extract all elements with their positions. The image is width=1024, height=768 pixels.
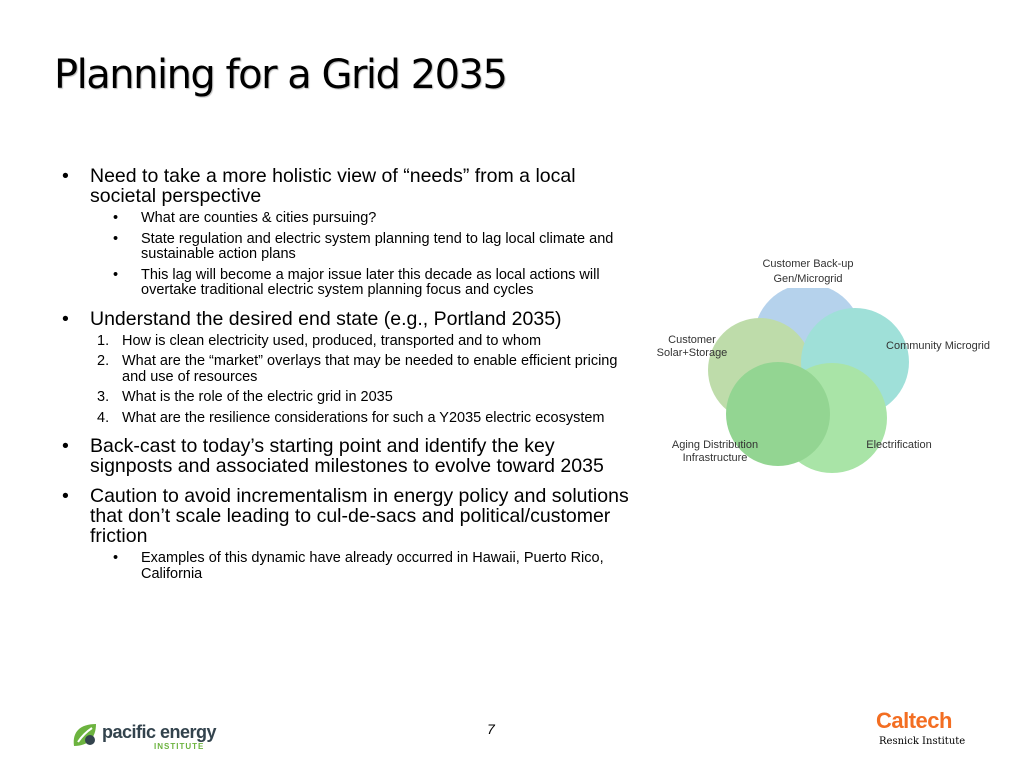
overlapping-circles-diagram [650, 250, 1010, 480]
bullet-end-state [62, 309, 642, 329]
sub-bullet [62, 551, 642, 582]
numbered-item [62, 411, 642, 427]
bullet-holistic-view [62, 166, 642, 206]
label-aging-infrastructure-line1: Aging Distribution [671, 439, 759, 451]
label-solar-storage-line2: Solar+Storage [656, 347, 728, 359]
bullet-dot: • [62, 435, 69, 457]
slide-title: Planning for a Grid 2035 [54, 52, 507, 98]
item-text: How is clean electricity used, produced, transported and to whom [122, 332, 542, 349]
sub-bullet-dot: • [113, 550, 119, 566]
bullet-dot: • [62, 485, 69, 507]
label-electrification: Electrification [866, 439, 932, 451]
bullet-text: Need to take a more holistic view of “needs” from a local societal perspective [90, 165, 576, 207]
sub-bullet-dot: • [113, 210, 119, 226]
sub-bullet-text: State regulation and electric system planning tend to lag local climate and sustainable action plans [141, 230, 614, 262]
sub-bullet [62, 268, 642, 299]
bullet-text: Back-cast to today’s starting point and identify the key signposts and associated milestones to evolve toward 2035 [90, 435, 604, 477]
numbered-item [62, 354, 642, 385]
bullet-caution [62, 486, 642, 546]
item-number: 3. [97, 389, 110, 405]
caltech-name: Caltech [876, 708, 952, 733]
bullet-text: Understand the desired end state (e.g., Portland 2035) [90, 307, 562, 330]
item-text: What are the resilience considerations for such a Y2035 electric ecosystem [122, 409, 605, 426]
leaf-icon [70, 720, 100, 750]
item-number: 2. [97, 353, 110, 369]
label-solar-storage-line1: Customer [668, 334, 716, 346]
pei-name: pacific energy [102, 722, 217, 742]
label-community-microgrid: Community Microgrid [886, 340, 990, 352]
sub-bullet-text: Examples of this dynamic have already occurred in Hawaii, Puerto Rico, California [141, 550, 604, 582]
bullet-list [62, 160, 642, 582]
bullet-back-cast [62, 436, 642, 476]
item-number: 1. [97, 332, 110, 349]
item-number: 4. [97, 409, 110, 426]
sub-bullet-text: This lag will become a major issue later this decade as local actions will overtake traditional electric system planning focus and cycles [141, 266, 600, 298]
label-aging-infrastructure-line2: Infrastructure [682, 452, 748, 464]
pacific-energy-institute-logo [70, 718, 230, 752]
sub-bullet-dot: • [113, 230, 119, 247]
label-backup-gen-line1: Customer Back-up [762, 258, 854, 270]
caltech-resnick-logo [874, 708, 974, 752]
numbered-item [62, 390, 642, 406]
sub-bullet [62, 232, 642, 263]
pei-sub: INSTITUTE [154, 742, 205, 751]
item-text: What is the role of the electric grid in 2035 [122, 389, 393, 405]
caltech-sub: Resnick Institute [879, 736, 966, 747]
sub-bullet-text: What are counties & cities pursuing? [141, 210, 377, 226]
sub-bullet [62, 211, 642, 227]
sub-bullet-dot: • [113, 266, 119, 283]
bullet-text: Caution to avoid incrementalism in energy policy and solutions that don’t scale leading to cul-de-sacs and political/customer friction [90, 485, 629, 547]
numbered-item [62, 334, 642, 350]
label-backup-gen-line2: Gen/Microgrid [773, 273, 843, 285]
page-number: 7 [487, 721, 495, 737]
bullet-dot: • [62, 307, 69, 330]
item-text: What are the “market” overlays that may be needed to enable efficient pricing and use of resources [122, 353, 618, 385]
bullet-dot: • [62, 165, 69, 187]
